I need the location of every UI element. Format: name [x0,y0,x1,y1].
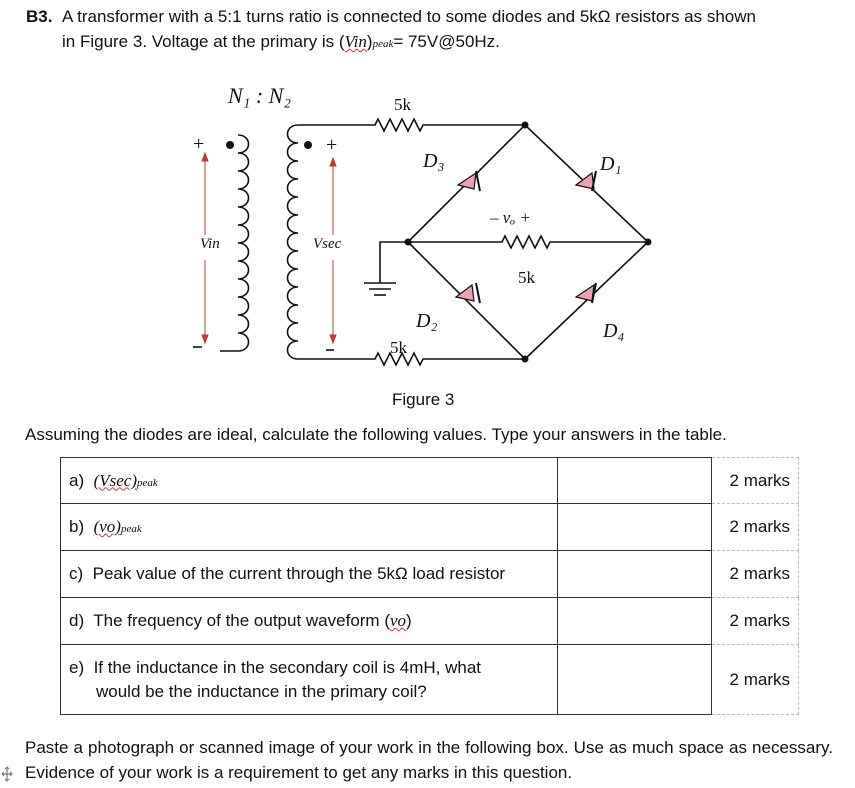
question-b [61,504,558,551]
marks-b: 2 marks [712,504,799,551]
figure-caption: Figure 3 [392,390,455,409]
answer-e-cell[interactable] [558,645,712,715]
answer-b-cell[interactable] [558,504,712,551]
node-top [522,122,529,129]
d3-label: D₃ [423,150,445,172]
primary-plus: + [193,133,205,155]
question-line-1: A transformer with a 5:1 turns ratio is connected to some diodes and 5kΩ resistors as shown [62,7,756,26]
primary-coil [220,135,249,351]
table-row [61,598,799,645]
row-text-2: would be the inductance in the primary coil? [96,681,427,701]
circuit-diagram [180,75,660,385]
question-d [61,598,558,645]
question-a [61,458,558,504]
answer-table [60,457,799,715]
r-top-label: 5k [394,95,411,114]
vsec-label: Vsec [313,236,342,252]
question-line-2-paren: ) [366,32,373,51]
load-resistor [408,236,648,248]
d2-label: D₂ [416,310,438,332]
marks-a: 2 marks [712,458,799,504]
d4-label: D₄ [603,320,625,342]
vin-label: Vin [200,236,220,252]
marks-c: 2 marks [712,551,799,598]
answer-a-cell[interactable] [558,458,712,504]
row-text-end: ) [406,611,412,630]
d1-label: D₁ [600,153,622,175]
row-text: If the inductance in the secondary coil is 4mH, what [93,657,482,677]
bridge-d2-branch [408,242,525,359]
node-bottom [522,356,529,363]
row-variable: (Vsec) [93,470,137,490]
bottom-wire [310,353,525,365]
row-label: c) [69,564,84,583]
vo-label: – vₒ + [490,208,531,227]
table-move-handle-icon[interactable] [0,765,14,783]
ground-wire [380,242,408,283]
vin-variable: Vin [344,32,367,51]
table-row [61,504,799,551]
table-row [61,551,799,598]
r-load-label: 5k [518,268,535,287]
marks-e: 2 marks [712,645,799,715]
r-bottom-label: 5k [390,338,407,357]
secondary-dot [304,141,312,149]
turns-ratio-label: N₁ : N₂ [228,83,291,108]
row-subscript: peak [137,476,158,489]
question-e [61,645,558,715]
secondary-plus: + [326,134,338,156]
row-text: The frequency of the output waveform ( [93,611,390,630]
row-text: Peak value of the current through the 5kΩ load resistor [92,564,506,583]
bridge-d4-branch [525,242,648,359]
row-label: b) [69,517,85,536]
instructions: Assuming the diodes are ideal, calculate the following values. Type your answers in the table. [25,425,727,444]
diode-d2-bar [476,283,480,303]
row-subscript: peak [120,523,142,535]
secondary-coil [288,125,311,359]
answer-d-cell[interactable] [558,598,712,645]
answer-c-cell[interactable] [558,551,712,598]
question-line-2 [62,29,500,57]
peak-subscript: peak [372,38,394,50]
question-c [61,551,558,598]
primary-dot [226,141,234,149]
question-number: B3. [26,7,53,26]
row-label: d) [69,611,85,630]
diode-d3-bar [476,171,480,191]
table-row [61,645,799,715]
row-label: a) [69,470,85,490]
marks-d: 2 marks [712,598,799,645]
question-line-2-end: = 75V@50Hz. [393,32,500,51]
question-line-2-start: in Figure 3. Voltage at the primary is ( [62,32,345,51]
row-variable: (vo) [93,517,121,536]
paste-instructions: Paste a photograph or scanned image of your work in the following box. Use as much space as necessary. Evidence of your work is a requirement to get any marks in this question. [25,738,833,782]
diode-d3 [458,173,476,189]
row-label: e) [69,657,85,677]
table-row [61,458,799,504]
top-wire [298,119,525,131]
diode-d4 [576,285,594,301]
row-variable: vo [389,611,407,630]
